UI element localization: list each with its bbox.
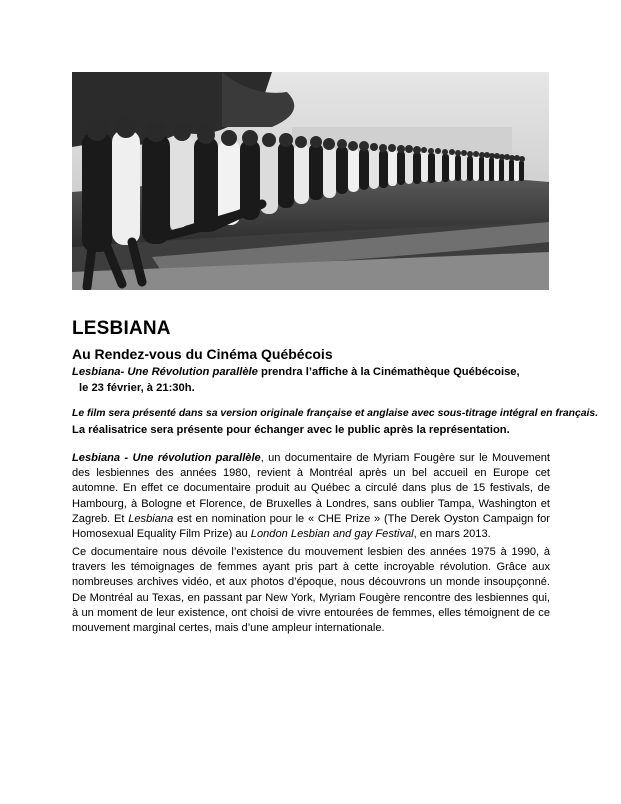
event-photo bbox=[72, 72, 549, 290]
paragraph-text-2: est en nomination pour le « CHE Prize » (The Derek Oyston Campaign for Homosexual Equality Film Prize) au bbox=[72, 512, 550, 541]
paragraph-film-title: Lesbiana - Une révolution parallèle bbox=[72, 452, 261, 464]
photo-illustration bbox=[72, 72, 549, 290]
announcement-line-1 bbox=[72, 366, 520, 378]
paragraph-lesbiana: Lesbiana bbox=[128, 512, 174, 525]
paragraph-festivals bbox=[72, 451, 550, 542]
page-title: LESBIANA bbox=[72, 318, 171, 339]
announcement-film-title: Lesbiana- Une Révolution parallèle bbox=[72, 366, 258, 378]
director-note: La réalisatrice sera présente pour échanger avec le public après la représentation. bbox=[72, 424, 510, 436]
paragraph-description: Ce documentaire nous dévoile l’existence du mouvement lesbien des années 1975 à 1990, à travers les témoignages de femmes ayant pris part à cette incroyable révolution. Grâce aux nombreuses archives vidéo, et aux photos d’époque, nous découvrons un monde insoupçonné. De Montréal au Texas, en passant par New York, Myriam Fougère rencontre des lesbiennes qui, à un moment de leur existence, ont choisi de vivre entourées de femmes, elles témoignent de ce mouvement marginal certes, mais d’une ampleur internationale. bbox=[72, 546, 550, 635]
page-subtitle: Au Rendez-vous du Cinéma Québécois bbox=[72, 346, 333, 362]
paragraph-festival-name: London Lesbian and gay Festival bbox=[250, 528, 414, 541]
version-note: Le film sera présenté dans sa version originale française et anglaise avec sous-titrage intégral en français. bbox=[72, 408, 599, 419]
announcement-venue: prendra l’affiche à la Cinémathèque Québécoise, bbox=[257, 366, 520, 378]
paragraph-text-1: , un documentaire de Myriam Fougère sur le Mouvement des lesbiennes des années 1980, revient à Montréal après un bel accueil en Europe cet automne. En effet ce documentaire produit au Québec a circulé dans plus de 15 festivals, de Hambourg, à Bologne et Florence, de Bruxelles à Londres, sans oublier Tampa, Washington et Zagreb. Et bbox=[72, 452, 550, 525]
paragraph-text-3: , en mars 2013. bbox=[413, 528, 491, 541]
announcement-date: le 23 février, à 21:30h. bbox=[79, 382, 195, 394]
